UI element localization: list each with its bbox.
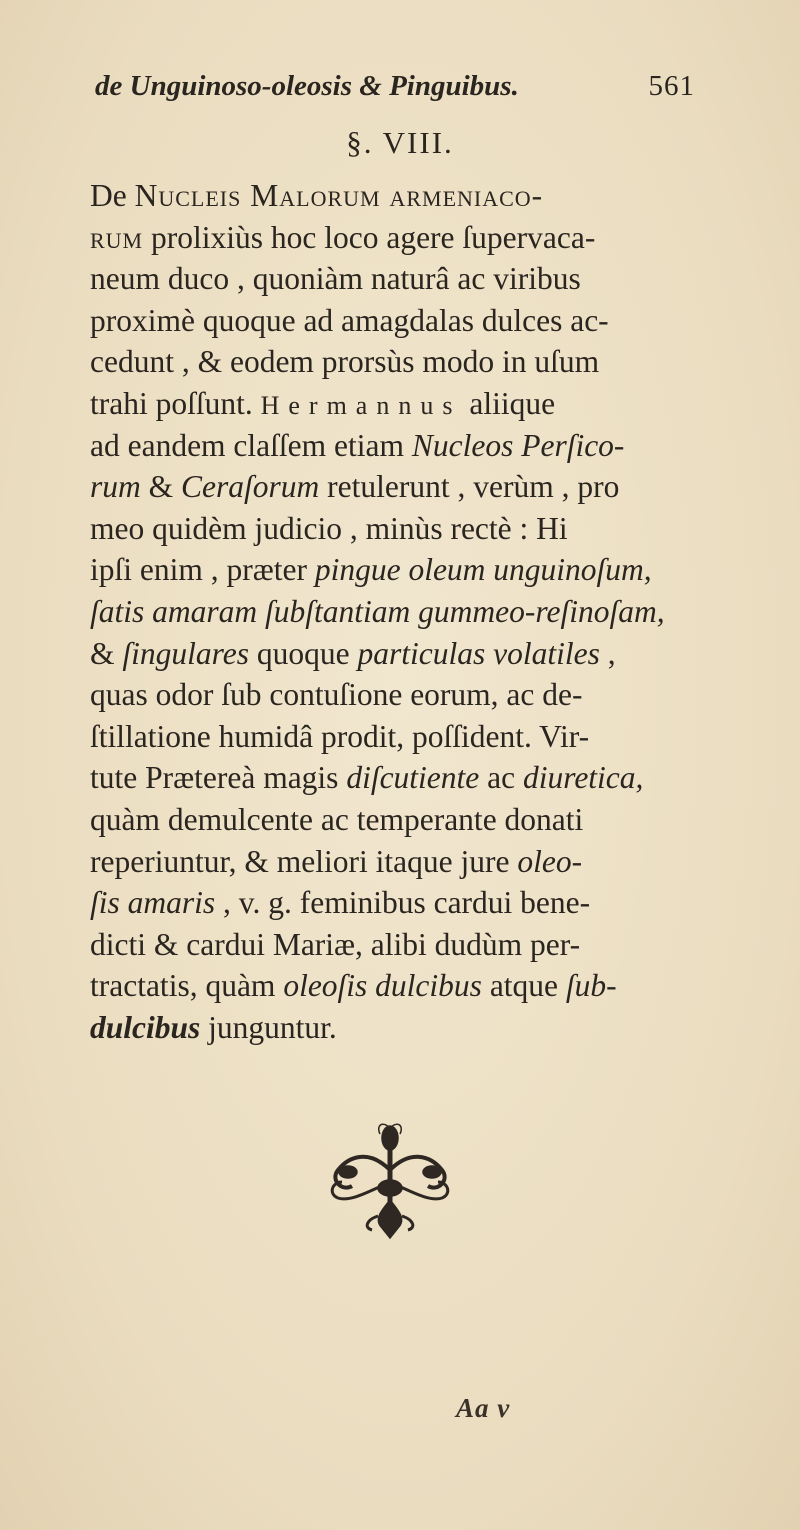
text-run: particulas volatiles [357, 635, 600, 671]
text-run: & [140, 469, 182, 505]
text-run: rum [90, 469, 141, 505]
text-line [90, 882, 650, 924]
text-run: atque [481, 968, 566, 1004]
text-run: Hermannus [260, 390, 462, 420]
text-run: tractatis, quàm [90, 968, 284, 1004]
text-run: Nucleos Perſico- [411, 427, 625, 463]
text-run: , v. g. feminibus cardui bene- [215, 885, 591, 921]
text-run: oleo- [517, 843, 583, 879]
text-run: diuretica, [522, 760, 644, 796]
text-line [90, 633, 650, 675]
text-run: junguntur. [200, 1009, 337, 1045]
text-run: pingue oleum unguinoſum, [314, 552, 652, 588]
text-line: proximè quoque ad amagdalas dulces ac- [90, 302, 609, 338]
text-line: ſtillatione humidâ prodit, poſſident. Vir- [90, 718, 590, 754]
text-line [90, 757, 650, 799]
text-line: meo quidèm judicio , minùs rectè : Hi [90, 510, 568, 546]
text-line [90, 591, 665, 633]
text-line [90, 175, 650, 217]
page-number: 561 [648, 70, 695, 102]
text-line [90, 425, 650, 467]
text-run: De [90, 178, 135, 213]
body-paragraph [90, 175, 665, 1048]
text-line [90, 383, 650, 425]
text-run: dulcibus [90, 1009, 201, 1045]
text-run: ac [479, 760, 523, 796]
text-line [90, 841, 650, 883]
text-run: ſingulares [122, 635, 249, 671]
text-run: Nucleis Malorum armeniaco- [134, 178, 544, 213]
text-run: tute Prætereà magis [90, 760, 347, 796]
text-run: , [599, 635, 616, 671]
text-run: ſub- [565, 968, 617, 1004]
text-run: retulerunt , verùm , pro [319, 469, 620, 505]
text-run: Ceraſorum [181, 469, 320, 505]
text-run: oleoſis dulcibus [283, 968, 482, 1004]
running-title: de Unguinoso-oleosis & Pinguibus. [95, 70, 519, 102]
text-line: quàm demulcente ac temperante donati [90, 801, 584, 837]
text-line [90, 466, 650, 508]
section-heading: §. VIII. [346, 125, 454, 160]
text-run: ſatis amaram ſubſtantiam gummeo-reſinoſam, [90, 593, 665, 629]
text-line [90, 1007, 650, 1049]
page-header [95, 70, 695, 114]
text-run: diſcutiente [346, 760, 480, 796]
text-run: ad eandem claſſem etiam [90, 427, 412, 463]
text-run: aliique [461, 385, 556, 421]
text-line [90, 965, 650, 1007]
signature-mark: Aa v [456, 1393, 511, 1423]
text-line: quas odor ſub contuſione eorum, ac de- [90, 677, 583, 713]
text-run: trahi poſſunt. [90, 385, 261, 421]
text-line [90, 217, 650, 259]
text-line: dicti & cardui Mariæ, alibi dudùm per- [90, 926, 581, 962]
text-run: reperiuntur, & meliori itaque jure [90, 843, 518, 879]
text-run: rum [90, 219, 144, 255]
text-line: neum duco , quoniàm naturâ ac viribus [90, 261, 581, 297]
text-run: ſis amaris [90, 885, 216, 921]
text-line: cedunt , & eodem prorsùs modo in uſum [90, 344, 600, 380]
text-run: prolixiùs hoc loco agere ſupervaca- [143, 219, 596, 255]
text-run: quoque [248, 635, 358, 671]
floral-vignette-icon [290, 1120, 490, 1250]
text-line [90, 549, 650, 591]
text-run: ipſi enim , præter [90, 552, 315, 588]
text-run: & [90, 635, 123, 671]
